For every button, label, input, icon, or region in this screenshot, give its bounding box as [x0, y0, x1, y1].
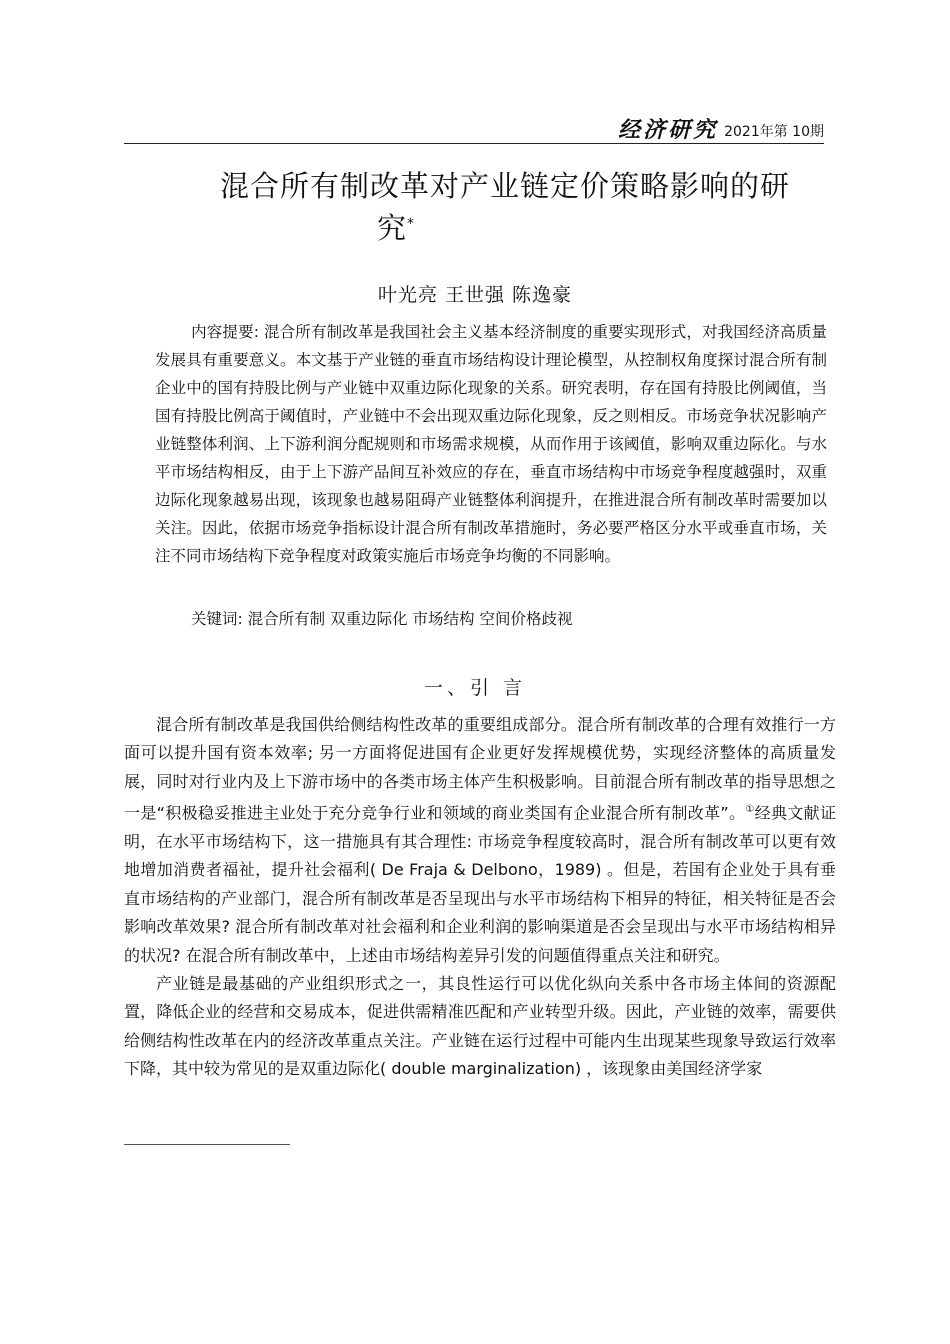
section-heading: 一、引 言	[423, 677, 527, 699]
abstract-label: 内容提要:	[191, 323, 259, 341]
keywords-text: 混合所有制 双重边际化 市场结构 空间价格歧视	[247, 610, 573, 628]
paragraph-2: 产业链是最基础的产业组织形式之一，其良性运行可以优化纵向关系中各市场主体间的资源配置，降低企业的经营和交易成本，促进供需精准匹配和产业转型升级。因此，产业链的效率，需要供给侧结构性改革在内的经济改革重点关注。产业链在运行过程中可能内生出现某些现象导致运行效率下降，其中较为常见的是双重边际化( double marginalization) ，该现象由美国经济学家	[124, 973, 836, 1079]
journal-logo: 经济研究	[618, 117, 719, 143]
issue-number: 2021年第 10期	[724, 124, 824, 140]
header-rule	[124, 143, 824, 144]
running-header	[124, 118, 824, 142]
footnote-reference: ①	[745, 804, 755, 816]
abstract-text: 混合所有制改革是我国社会主义基本经济制度的重要实现形式，对我国经济高质量发展具有重要意义。本文基于产业链的垂直市场结构设计理论模型，从控制权角度探讨混合所有制企业中的国有持股比例与产业链中双重边际化现象的关系。研究表明，存在国有持股比例阈值，当国有持股比例高于阈值时，产业链中不会出现双重边际化现象，反之则相反。市场竞争状况影响产业链整体利润、上下游利润分配规则和市场需求规模，从而作用于该阈值，影响双重边际化。与水平市场结构相反，由于上下游产品间互补效应的存在，垂直市场结构中市场竞争程度越强时，双重边际化现象越易出现，该现象也越易阻碍产业链整体利润提升，在推进混合所有制改革时需要加以关注。因此，依据市场竞争指标设计混合所有制改革措施时，务必要严格区分水平或垂直市场，关注不同市场结构下竞争程度对政策实施后市场竞争均衡的不同影响。	[155, 323, 827, 565]
title-line-2-text: 究	[377, 211, 408, 245]
body-text	[124, 711, 836, 1084]
article-title	[220, 165, 840, 249]
paragraph-1	[124, 711, 836, 970]
author-list: 叶光亮 王世强 陈逸豪	[377, 284, 573, 306]
keywords	[155, 605, 827, 633]
title-line-2	[220, 207, 840, 249]
abstract	[155, 318, 827, 570]
title-footnote-marker: *	[407, 216, 416, 232]
title-line-1: 混合所有制改革对产业链定价策略影响的研	[220, 169, 791, 203]
keywords-label: 关键词:	[191, 610, 243, 628]
footnote-separator	[124, 1144, 290, 1145]
paragraph-1-part-1: 混合所有制改革是我国供给侧结构性改革的重要组成部分。混合所有制改革的合理有效推行一方面可以提升国有资本效率; 另一方面将促进国有企业更好发挥规模优势，实现经济整体的高质量发展，同时对行业内及上下游市场中的各类市场主体产生积极影响。目前混合所有制改革的指导思想之一是“积极稳妥推进主业处于充分竞争行业和领域的商业类国有企业混合所有制改革”。	[124, 715, 836, 823]
paragraph-1-part-2: 经典文献证明，在水平市场结构下，这一措施具有其合理性: 市场竞争程度较高时，混合所有制改革可以更有效地增加消费者福祉，提升社会福利( De Fraja & Delbono，1989) 。但是，若国有企业处于具有垂直市场结构的产业部门，混合所有制改革是否呈现出与水平市场结构下相异的特征，相关特征是否会影响改革效果? 混合所有制改革对社会福利和企业利润的影响渠道是否会呈现出与水平市场结构相异的状况? 在混合所有制改革中，上述由市场结构差异引发的问题值得重点关注和研究。	[124, 803, 836, 965]
